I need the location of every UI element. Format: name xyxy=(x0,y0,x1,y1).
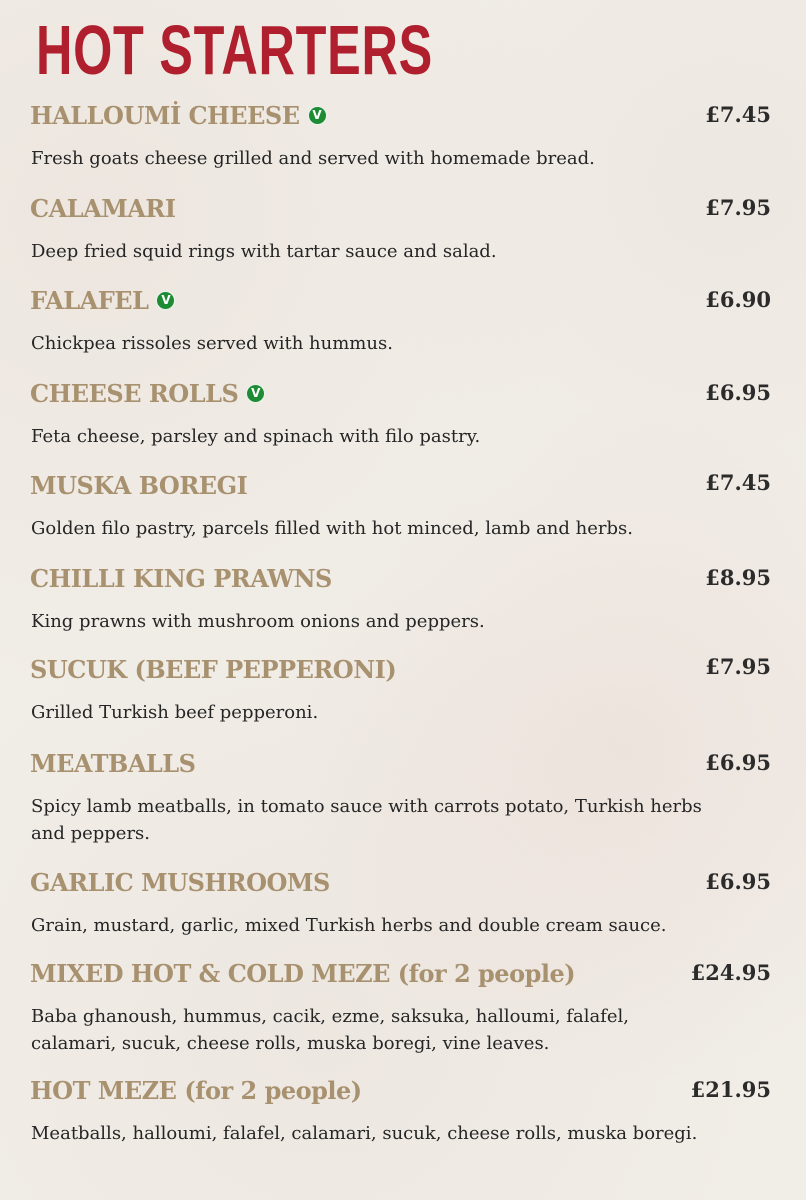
item-price: £7.45 xyxy=(705,102,771,127)
item-name: FALAFEL xyxy=(30,285,149,315)
vegetarian-icon: V xyxy=(246,384,265,403)
item-name-row xyxy=(30,865,330,899)
item-name-row xyxy=(30,376,265,410)
item-description: Fresh goats cheese grilled and served with homemade bread. xyxy=(31,148,595,169)
page-title: HOT STARTERS xyxy=(36,11,433,89)
item-name: GARLIC MUSHROOMS xyxy=(30,867,330,897)
item-name: HALLOUMİ CHEESE xyxy=(30,100,300,130)
item-price: £6.95 xyxy=(705,869,771,894)
item-price: £7.95 xyxy=(705,195,771,220)
item-name-row xyxy=(30,561,332,595)
item-name: CHEESE ROLLS xyxy=(30,378,239,408)
item-name-row xyxy=(30,956,575,990)
item-price: £24.95 xyxy=(690,960,771,985)
item-name: MIXED HOT & COLD MEZE (for 2 people) xyxy=(30,958,576,988)
item-description: Grain, mustard, garlic, mixed Turkish herbs and double cream sauce. xyxy=(31,915,667,936)
vegetarian-icon: V xyxy=(156,291,175,310)
item-name-row xyxy=(30,1073,362,1107)
item-price: £7.95 xyxy=(705,654,771,679)
item-name: CHILLI KING PRAWNS xyxy=(30,563,332,593)
item-description: Golden filo pastry, parcels filled with hot minced, lamb and herbs. xyxy=(31,518,633,539)
item-name: CALAMARI xyxy=(30,193,176,223)
item-price: £21.95 xyxy=(690,1077,771,1102)
item-price: £6.90 xyxy=(705,287,771,312)
item-name: MEATBALLS xyxy=(30,748,196,778)
item-description: Grilled Turkish beef pepperoni. xyxy=(31,702,319,723)
item-description: Spicy lamb meatballs, in tomato sauce with carrots potato, Turkish herbs and peppers. xyxy=(31,796,702,844)
item-description: Baba ghanoush, hummus, cacik, ezme, saksuka, halloumi, falafel, calamari, sucuk, cheese rolls, muska boregi, vine leaves. xyxy=(31,1006,629,1054)
item-description: Meatballs, halloumi, falafel, calamari, sucuk, cheese rolls, muska boregi. xyxy=(31,1123,698,1144)
item-description: King prawns with mushroom onions and peppers. xyxy=(31,611,485,632)
item-name-row xyxy=(30,283,175,317)
item-price: £8.95 xyxy=(705,565,771,590)
item-description: Chickpea rissoles served with hummus. xyxy=(31,333,393,354)
item-name-row xyxy=(30,191,176,225)
item-price: £6.95 xyxy=(705,750,771,775)
item-description: Feta cheese, parsley and spinach with filo pastry. xyxy=(31,426,481,447)
item-name: HOT MEZE (for 2 people) xyxy=(30,1075,362,1105)
item-price: £6.95 xyxy=(705,380,771,405)
item-description: Deep fried squid rings with tartar sauce and salad. xyxy=(31,241,497,262)
item-name: SUCUK (BEEF PEPPERONI) xyxy=(30,654,397,684)
item-price: £7.45 xyxy=(705,470,771,495)
item-name-row xyxy=(30,468,247,502)
item-name-row xyxy=(30,746,196,780)
item-name-row xyxy=(30,652,396,686)
vegetarian-icon: V xyxy=(308,106,327,125)
item-name-row xyxy=(30,98,327,132)
item-name: MUSKA BOREGI xyxy=(30,470,248,500)
